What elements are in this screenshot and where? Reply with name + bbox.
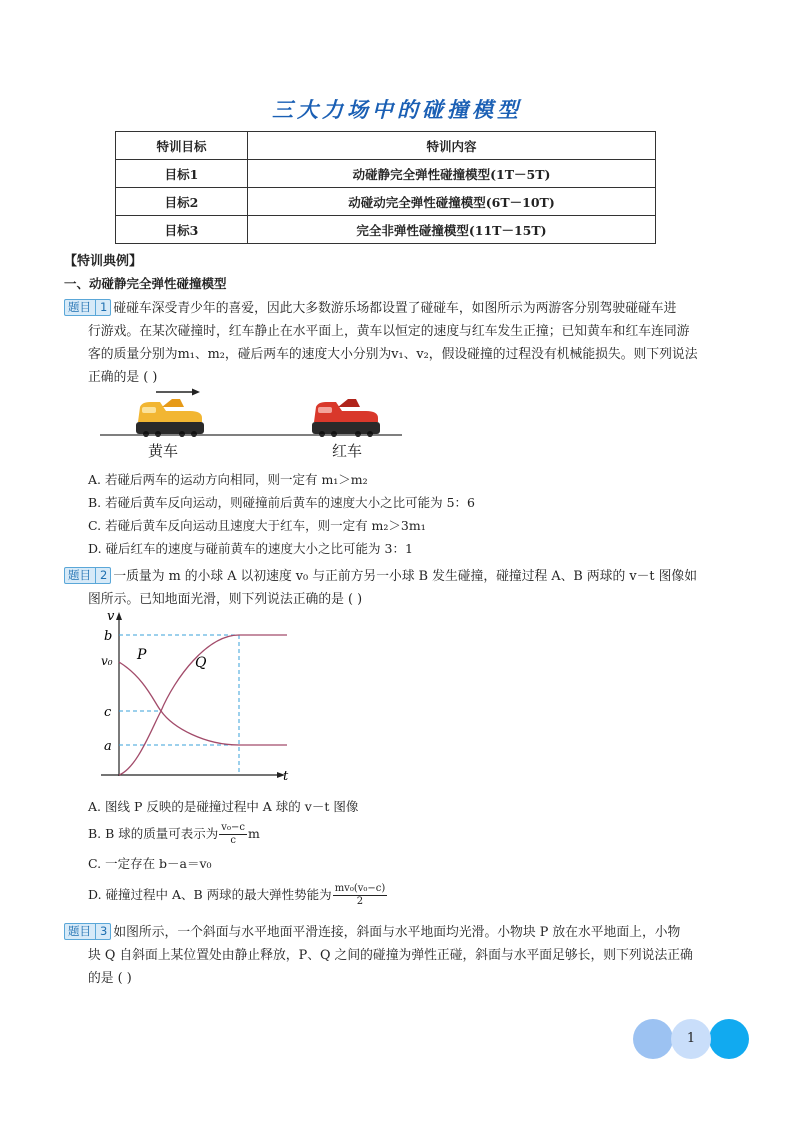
question-badge: 题目 2 [64, 567, 111, 584]
table-row [116, 160, 656, 188]
question-text: 图所示。已知地面光滑，则下列说法正确的是 ( ) [88, 592, 363, 607]
curve-label-q: Q [195, 655, 207, 671]
tick-c: c [104, 705, 112, 720]
page-number: 1 [686, 1031, 696, 1046]
option-a: A. 若碰后两车的运动方向相同，则一定有 m₁＞m₂ [88, 472, 368, 487]
y-axis-arrow-icon [116, 612, 122, 620]
curve-label-p: P [137, 647, 147, 663]
question-text: 碰碰车深受青少年的喜爱，因此大多数游乐场都设置了碰碰车，如图所示为两游客分别驾驶碰碰车进 [113, 301, 677, 316]
table-cell: 目标1 [116, 160, 248, 188]
red-car-label: 红车 [332, 442, 363, 460]
y-axis-label: v [107, 609, 115, 624]
question-text: 正确的是 ( ) [88, 370, 158, 385]
arrow-head-icon [192, 389, 200, 396]
section-heading: 一、动碰静完全弹性碰撞模型 [64, 276, 227, 291]
curve-p [119, 662, 287, 745]
table-row [116, 216, 656, 244]
page-title: 三大力场中的碰撞模型 [272, 97, 522, 122]
typical-heading: 【特训典例】 [64, 254, 143, 269]
table-header: 特训目标 [116, 132, 248, 160]
yellow-car-label: 黄车 [148, 442, 179, 460]
question-badge: 题目 1 [64, 299, 111, 316]
question-1 [64, 297, 734, 389]
table-cell: 动碰动完全弹性碰撞模型(6T－10T) [248, 188, 656, 216]
yellow-car-icon [136, 399, 204, 437]
targets-table [115, 131, 656, 244]
table-cell: 动碰静完全弹性碰撞模型(1T－5T) [248, 160, 656, 188]
pager-left-dot [633, 1019, 673, 1059]
option-a: A. 图线 P 反映的是碰撞过程中 A 球的 v－t 图像 [88, 799, 359, 814]
q2-options [88, 796, 388, 912]
table-cell: 目标2 [116, 188, 248, 216]
tick-a: a [104, 739, 112, 754]
option-b: B. B 球的质量可表示为 $\frac{\text{v₀−c}}{c}$ m [88, 822, 260, 846]
question-text: 块 Q 自斜面上某位置处由静止释放，P、Q 之间的碰撞为弹性正碰，斜面与水平面足够长，则下列说法正确 [88, 948, 693, 963]
pager-right-dot [709, 1019, 749, 1059]
question-badge: 题目 3 [64, 923, 111, 940]
table-header-row [116, 132, 656, 160]
table-cell: 目标3 [116, 216, 248, 244]
page-indicator [633, 1019, 749, 1059]
tick-b: b [104, 629, 113, 644]
vt-graph [95, 608, 295, 788]
fraction: $\frac{\text{mv₀(v₀−c)}}{2}$ [334, 883, 386, 907]
option-c: C. 一定存在 b－a＝v₀ [88, 856, 212, 871]
question-2 [64, 565, 734, 611]
option-c: C. 若碰后黄车反向运动且速度大于红车，则一定有 m₂＞3m₁ [88, 518, 426, 533]
question-text: 行游戏。在某次碰撞时，红车静止在水平面上，黄车以恒定的速度与红车发生正撞；已知黄车和红车连同游 [88, 324, 690, 339]
fraction: $\frac{\text{v₀−c}}{c}$ [221, 822, 245, 846]
table-row [116, 188, 656, 216]
x-axis-label: t [283, 769, 289, 784]
question-text: 的是 ( ) [88, 971, 132, 986]
question-text: 如图所示，一个斜面与水平地面平滑连接，斜面与水平地面均光滑。小物块 P 放在水平地面上，小物 [113, 925, 681, 940]
option-b: B. 若碰后黄车反向运动，则碰撞前后黄车的速度大小之比可能为 5：6 [88, 495, 476, 510]
tick-v0: v₀ [101, 654, 113, 668]
red-car-icon [312, 399, 380, 437]
table-cell: 完全非弹性碰撞模型(11T－15T) [248, 216, 656, 244]
table-header: 特训内容 [248, 132, 656, 160]
q1-options [88, 468, 475, 560]
option-d: D. 碰撞过程中 A、B 两球的最大弹性势能为 $\frac{\text{mv₀(v₀−c)}}{2}$ [88, 883, 386, 907]
bumper-car-figure [96, 385, 406, 463]
option-d: D. 碰后红车的速度与碰前黄车的速度大小之比可能为 3：1 [88, 541, 413, 556]
question-text: 客的质量分别为m₁、m₂，碰后两车的速度大小分别为v₁、v₂，假设碰撞的过程没有机械能损失。则下列说法 [88, 347, 698, 362]
question-text: 一质量为 m 的小球 A 以初速度 v₀ 与正前方另一小球 B 发生碰撞，碰撞过程 A、B 两球的 v－t 图像如 [113, 569, 697, 584]
question-3 [64, 921, 734, 990]
